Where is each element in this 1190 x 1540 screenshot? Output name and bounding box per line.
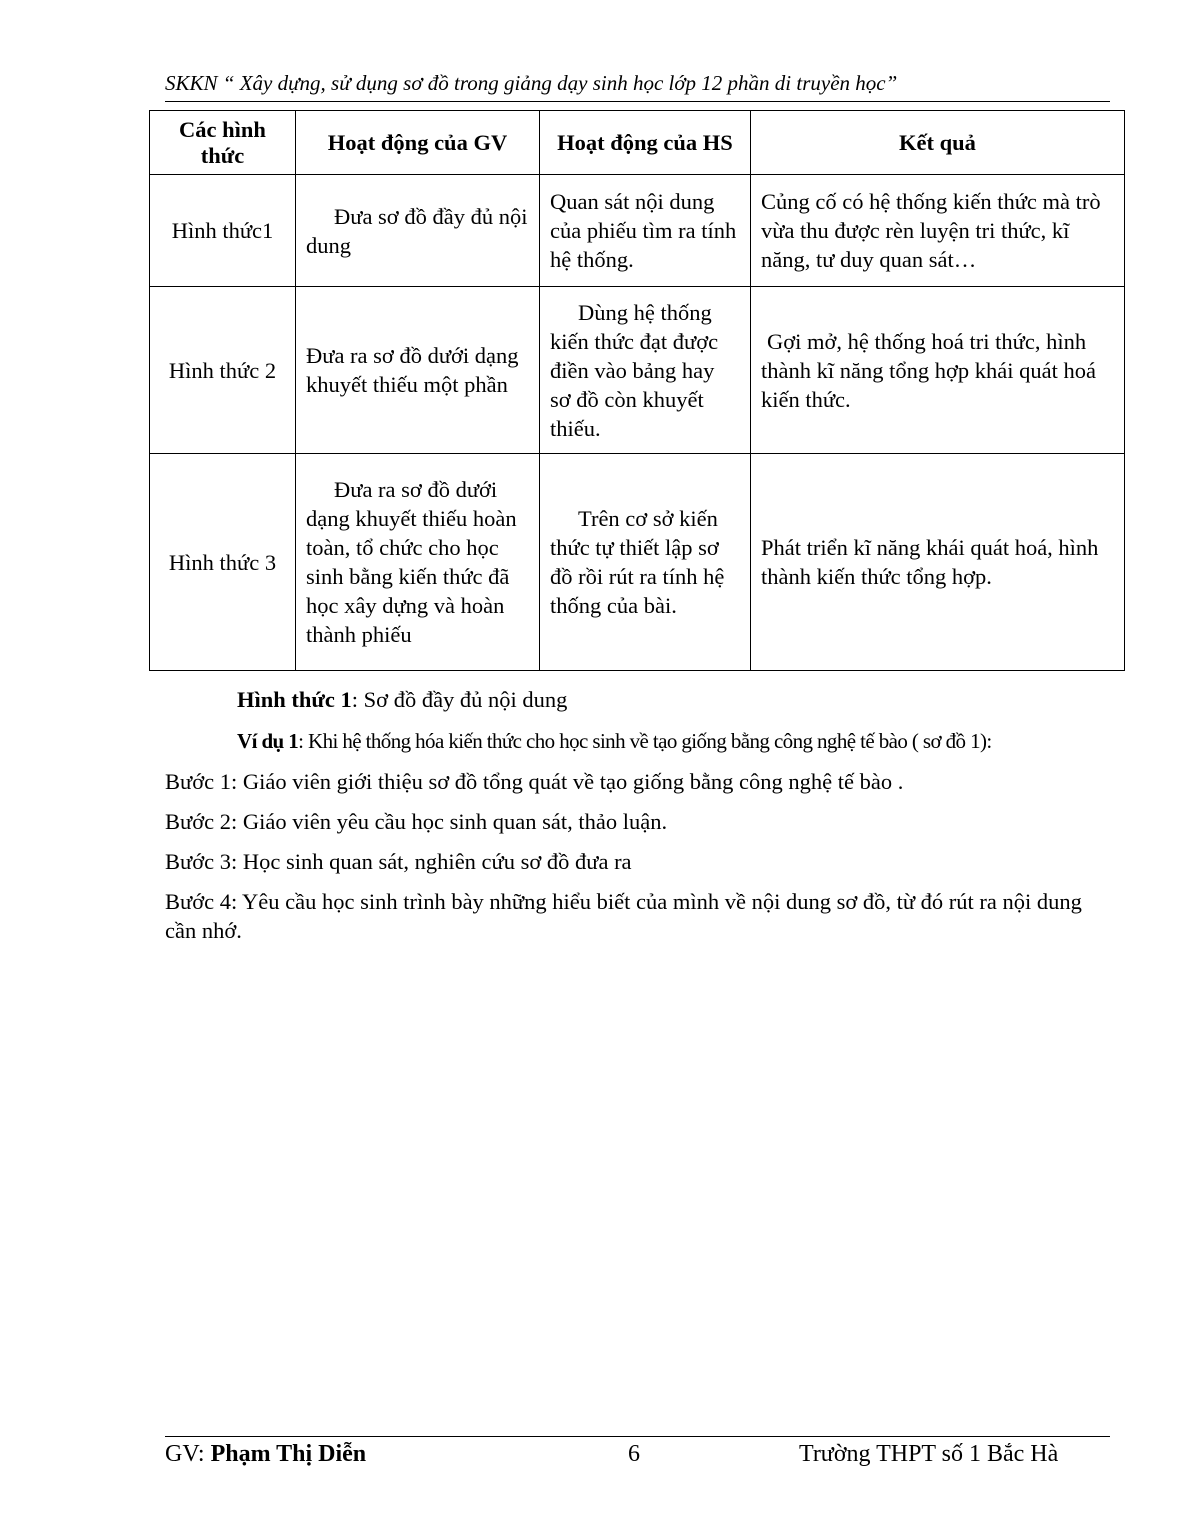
teacher-activity-cell: Đưa ra sơ đồ dưới dạng khuyết thiếu hoàn toàn, tổ chức cho học sinh bằng kiến thức đã học xây dựng và hoàn thành phiếu bbox=[296, 454, 540, 671]
running-header: SKKN “ Xây dựng, sử dụng sơ đồ trong giảng dạy sinh học lớp 12 phần di truyền học” bbox=[165, 71, 898, 95]
header-cell-forms: Các hình thức bbox=[150, 111, 296, 175]
footer-teacher-name: Phạm Thị Diễn bbox=[210, 1441, 367, 1467]
section-heading bbox=[237, 685, 1182, 714]
footer-teacher-prefix: GV: bbox=[165, 1441, 211, 1467]
example-label: Ví dụ 1 bbox=[237, 729, 299, 753]
header-cell-student: Hoạt động của HS bbox=[540, 111, 751, 175]
example-text: : Khi hệ thống hóa kiến thức cho học sinh về tạo giống bằng công nghệ tế bào ( sơ đồ 1): bbox=[298, 729, 992, 753]
student-activity-cell: Quan sát nội dung của phiếu tìm ra tính hệ thống. bbox=[540, 175, 751, 287]
example-paragraph bbox=[237, 727, 1182, 756]
result-cell: Gợi mở, hệ thống hoá tri thức, hình thành kĩ năng tổng hợp khái quát hoá kiến thức. bbox=[751, 287, 1125, 454]
step-1: Bước 1: Giáo viên giới thiệu sơ đồ tổng quát về tạo giống bằng công nghệ tế bào . bbox=[165, 769, 904, 794]
table-header-row bbox=[150, 111, 1125, 175]
section-label: Hình thức 1 bbox=[237, 687, 352, 712]
footer-rule bbox=[165, 1436, 1110, 1437]
student-activity-cell: Trên cơ sở kiến thức tự thiết lập sơ đồ rồi rút ra tính hệ thống của bài. bbox=[540, 454, 751, 671]
table-row bbox=[150, 287, 1125, 454]
header-cell-result: Kết quả bbox=[751, 111, 1125, 175]
teacher-activity-cell: Đưa sơ đồ đầy đủ nội dung bbox=[296, 175, 540, 287]
footer-teacher bbox=[165, 1441, 366, 1468]
result-cell: Phát triển kĩ năng khái quát hoá, hình thành kiến thức tổng hợp. bbox=[751, 454, 1125, 671]
table-row bbox=[150, 454, 1125, 671]
result-cell: Củng cố có hệ thống kiến thức mà trò vừa thu được rèn luyện tri thức, kĩ năng, tư duy quan sát… bbox=[751, 175, 1125, 287]
footer-school: Trường THPT số 1 Bắc Hà bbox=[799, 1441, 1059, 1467]
section-text: : Sơ đồ đầy đủ nội dung bbox=[351, 687, 568, 712]
student-activity-cell: Dùng hệ thống kiến thức đạt được điền vào bảng hay sơ đồ còn khuyết thiếu. bbox=[540, 287, 751, 454]
header-rule bbox=[165, 101, 1110, 102]
teacher-activity-cell: Đưa ra sơ đồ dưới dạng khuyết thiếu một phần bbox=[296, 287, 540, 454]
header-cell-teacher: Hoạt động của GV bbox=[296, 111, 540, 175]
table-row bbox=[150, 175, 1125, 287]
page-number: 6 bbox=[628, 1441, 640, 1467]
step-3: Bước 3: Học sinh quan sát, nghiên cứu sơ đồ đưa ra bbox=[165, 849, 632, 874]
forms-table bbox=[149, 110, 1125, 671]
step-2: Bước 2: Giáo viên yêu cầu học sinh quan sát, thảo luận. bbox=[165, 809, 668, 834]
form-cell: Hình thức 3 bbox=[150, 454, 296, 671]
form-cell: Hình thức 2 bbox=[150, 287, 296, 454]
form-cell: Hình thức1 bbox=[150, 175, 296, 287]
step-4: Bước 4: Yêu cầu học sinh trình bày những hiểu biết của mình về nội dung sơ đồ, từ đó rút ra nội dung cần nhớ. bbox=[165, 889, 1082, 943]
